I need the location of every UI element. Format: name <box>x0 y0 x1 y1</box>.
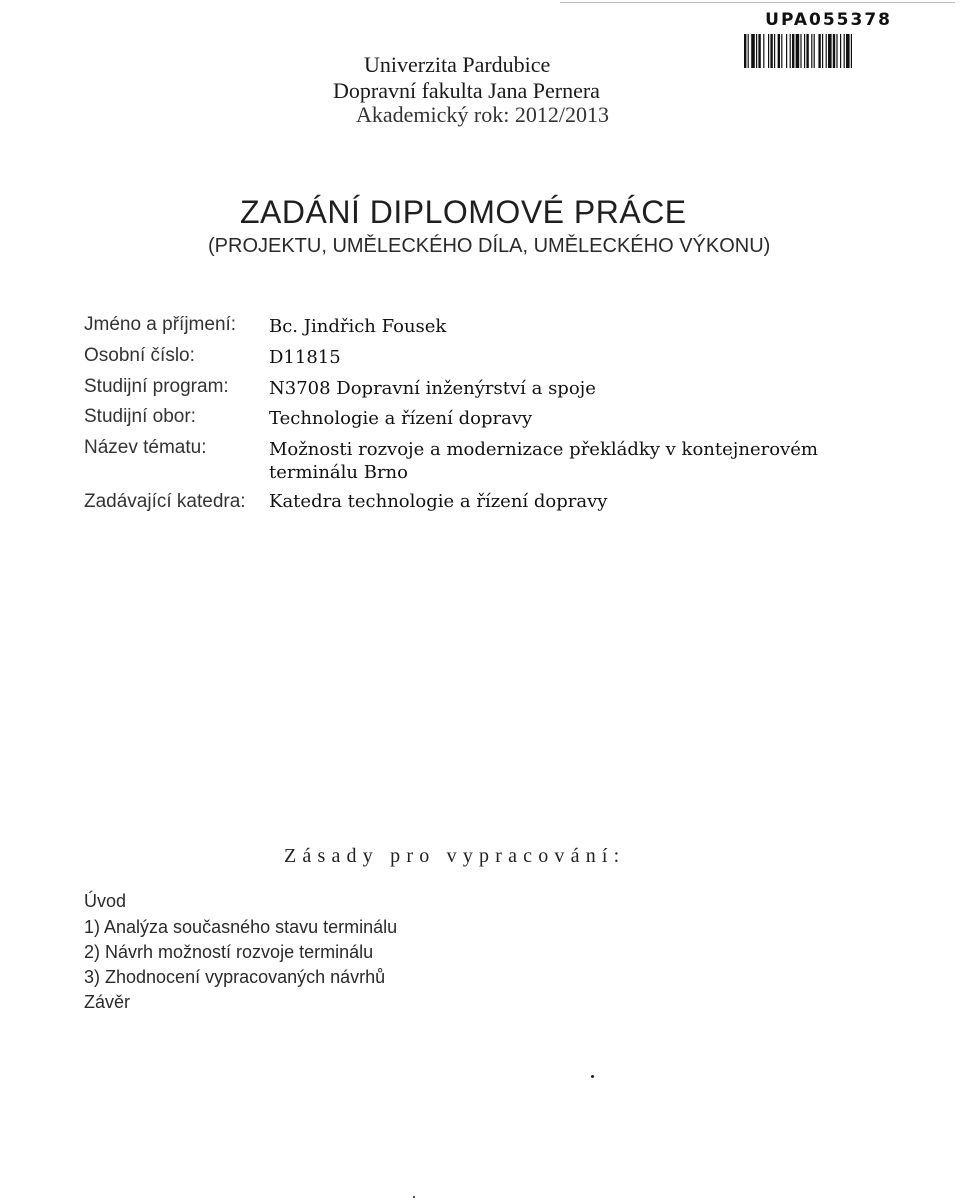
name-value: Bc. Jindřich Fousek <box>269 316 447 337</box>
department-label: Zadávající katedra: <box>84 491 246 512</box>
scan-speck <box>591 1075 594 1078</box>
program-value: N3708 Dopravní inženýrství a spoje <box>269 378 596 399</box>
department-value: Katedra technologie a řízení dopravy <box>269 491 608 512</box>
principles-heading: Zásady pro vypracování: <box>284 845 626 867</box>
topic-label: Název tématu: <box>84 437 207 458</box>
topic-value-line2: terminálu Brno <box>269 462 408 483</box>
outline-item: 3) Zhodnocení vypracovaných návrhů <box>84 967 386 987</box>
faculty-name: Dopravní fakulta Jana Pernera <box>333 78 600 103</box>
field-value: Technologie a řízení dopravy <box>269 408 533 429</box>
scan-speck <box>413 1196 415 1198</box>
outline-item: 1) Analýza současného stavu terminálu <box>84 917 398 937</box>
page-title: ZADÁNÍ DIPLOMOVÉ PRÁCE <box>240 194 687 230</box>
outline-item: Závěr <box>84 992 131 1012</box>
academic-year: Akademický rok: 2012/2013 <box>356 102 609 127</box>
scan-edge-line <box>560 2 955 3</box>
id-value: D11815 <box>269 347 341 368</box>
outline-item: 2) Návrh možností rozvoje terminálu <box>84 942 374 962</box>
id-label: Osobní číslo: <box>84 345 195 366</box>
university-name: Univerzita Pardubice <box>364 52 551 77</box>
name-label: Jméno a příjmení: <box>84 314 237 335</box>
field-label: Studijní obor: <box>84 406 196 427</box>
outline-item: Úvod <box>84 891 127 911</box>
program-label: Studijní program: <box>84 376 229 397</box>
page-subtitle: (PROJEKTU, UMĚLECKÉHO DÍLA, UMĚLECKÉHO VÝKONU) <box>208 235 771 257</box>
topic-value-line1: Možnosti rozvoje a modernizace překládky v kontejnerovém <box>269 439 818 460</box>
stamp-code: UPA055378 <box>765 10 892 30</box>
